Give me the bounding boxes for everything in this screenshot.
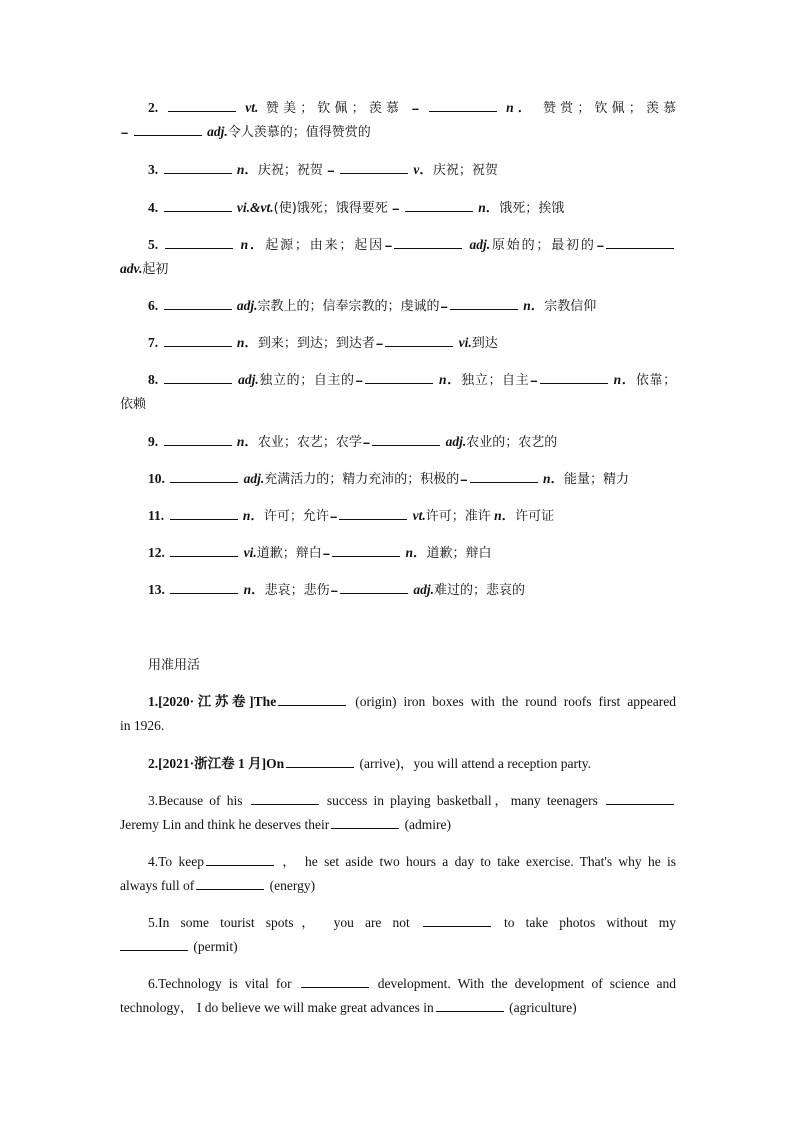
arrow-icon: -- — [330, 586, 337, 597]
exercise-text: (admire) — [404, 817, 452, 832]
exercise-4-cont — [120, 874, 676, 898]
answer-blank[interactable] — [196, 876, 264, 890]
vocab-item-2-cont — [120, 120, 676, 146]
part-of-speech: n — [478, 200, 486, 215]
item-number: 8. — [148, 372, 159, 387]
arrow-icon: -- — [355, 376, 362, 387]
exercise-text: (arrive)，you will attend a reception party. — [359, 756, 592, 771]
answer-blank[interactable] — [164, 296, 232, 310]
answer-blank[interactable] — [332, 543, 400, 557]
definition: 原始的；最初的 — [490, 238, 596, 253]
exercise-text: technology， I do believe we will make great advances in — [120, 1000, 434, 1015]
answer-blank[interactable] — [170, 580, 238, 594]
arrow-icon: -- — [362, 438, 370, 449]
item-number: 11. — [148, 508, 165, 523]
item-number: 10. — [148, 471, 165, 486]
part-of-speech: n — [236, 162, 245, 177]
definition: 充满活力的；精力充沛的；积极的 — [264, 472, 460, 487]
item-number: 6. — [148, 298, 159, 313]
definition: 到来；到达；到达者 — [257, 336, 375, 351]
arrow-icon: -- — [327, 166, 334, 177]
answer-blank[interactable] — [170, 506, 238, 520]
definition: 起源；由来；起因 — [265, 238, 384, 253]
answer-blank[interactable] — [170, 543, 238, 557]
answer-blank[interactable] — [540, 370, 608, 384]
definition: 饿死；挨饿 — [499, 201, 565, 216]
answer-blank[interactable] — [286, 754, 354, 768]
answer-blank[interactable] — [470, 469, 538, 483]
part-of-speech: vt. — [245, 100, 259, 115]
exercise-text: (permit) — [193, 939, 238, 954]
part-of-speech: adj. — [413, 582, 434, 597]
answer-blank[interactable] — [278, 692, 346, 706]
part-of-speech: adv. — [120, 261, 143, 276]
part-of-speech: n — [438, 372, 447, 387]
definition: 能量；精力 — [563, 472, 629, 487]
vocab-item-8: 8. adj.独立的；自主的-- n．独立；自主-- n．依靠； — [148, 372, 677, 388]
part-of-speech: n — [613, 372, 622, 387]
part-of-speech: vi. — [243, 545, 257, 560]
answer-blank[interactable] — [606, 791, 674, 805]
exercise-1 — [148, 690, 676, 714]
answer-blank[interactable] — [450, 296, 518, 310]
part-of-speech: n — [542, 471, 551, 486]
definition: 许可；允许 — [263, 509, 329, 524]
answer-blank[interactable] — [164, 160, 232, 174]
exercise-prefix: 1.[2020·江苏卷]The — [148, 694, 277, 709]
part-of-speech: n — [506, 100, 514, 115]
exercise-1-cont — [120, 714, 676, 738]
exercise-text: success in playing basketball，many teenagers — [326, 793, 598, 808]
answer-blank[interactable] — [372, 432, 440, 446]
answer-blank[interactable] — [436, 998, 504, 1012]
exercise-2 — [148, 752, 676, 776]
arrow-icon: -- — [329, 512, 337, 523]
definition: 宗教信仰 — [544, 299, 597, 314]
answer-blank[interactable] — [164, 198, 232, 212]
part-of-speech: n — [405, 545, 413, 560]
part-of-speech: adj. — [243, 471, 265, 486]
exercise-text: (energy) — [269, 878, 316, 893]
exercise-prefix: 5.In some tourist spots， you are not — [148, 915, 410, 930]
answer-blank[interactable] — [429, 98, 497, 112]
part-of-speech: n — [240, 237, 249, 252]
part-of-speech: n — [236, 335, 245, 350]
answer-blank[interactable] — [423, 913, 491, 927]
answer-blank[interactable] — [134, 122, 202, 136]
section-title: 用准用活 — [148, 658, 201, 673]
vocab-item-6: 6. adj.宗教上的；信奉宗教的；虔诚的-- n．宗教信仰 — [148, 298, 597, 314]
exercise-text: Jeremy Lin and think he deserves their — [120, 817, 330, 832]
exercise-3 — [148, 789, 676, 813]
exercise-3-cont — [120, 813, 676, 837]
item-number: 4. — [148, 200, 159, 215]
item-number: 13. — [148, 582, 165, 597]
answer-blank[interactable] — [365, 370, 433, 384]
vocab-item-2: 2. vt. 赞美；钦佩；羡慕 -- n． 赞赏；钦佩；羡慕 — [148, 100, 677, 116]
exercise-text: always full of — [120, 878, 195, 893]
vocab-item-13: 13. n．悲哀；悲伤-- adj.难过的；悲哀的 — [148, 582, 525, 598]
exercise-6 — [148, 972, 676, 996]
vocab-item-8-cont — [120, 392, 676, 417]
part-of-speech: n — [523, 298, 531, 313]
definition: 独立的；自主的 — [258, 373, 355, 388]
definition: 依靠； — [635, 373, 677, 388]
answer-blank[interactable] — [331, 815, 399, 829]
definition: 独立；自主 — [461, 373, 530, 388]
exercise-5-cont — [120, 935, 676, 959]
answer-blank[interactable] — [339, 506, 407, 520]
definition: 难过的；悲哀的 — [433, 583, 525, 598]
vocab-item-11: 11. n．许可；允许-- vt.许可；准许 n．许可证 — [148, 508, 555, 524]
arrow-icon: -- — [596, 241, 604, 252]
vocab-item-9: 9. n．农业；农艺；农学-- adj.农业的；农艺的 — [148, 434, 558, 450]
definition: 许可证 — [515, 509, 555, 524]
definition: 庆祝；祝贺 — [257, 163, 323, 178]
exercise-text: to take photos without my — [504, 915, 677, 930]
part-of-speech: adj. — [207, 124, 228, 139]
vocab-item-5: 5. n．起源；由来；起因-- adj.原始的；最初的-- — [148, 233, 676, 259]
definition: (使)饿死；饿得要死 — [273, 201, 388, 216]
exercise-4 — [148, 850, 676, 874]
item-number: 2. — [148, 100, 159, 115]
definition: 庆祝；祝贺 — [432, 163, 498, 178]
part-of-speech: adj. — [236, 298, 258, 313]
item-number: 3. — [148, 162, 159, 177]
vocab-item-7: 7. n．到来；到达；到达者-- vi.到达 — [148, 335, 498, 351]
definition: 农业；农艺；农学 — [257, 435, 362, 450]
part-of-speech: n — [236, 434, 245, 449]
answer-blank[interactable] — [385, 333, 453, 347]
definition: 赞赏；钦佩；羡慕 — [543, 101, 677, 116]
exercise-text: development. With the development of science and — [377, 976, 677, 991]
exercise-prefix: 2.[2021·浙江卷 1 月]On — [148, 756, 285, 771]
definition: 赞美；钦佩；羡慕 — [265, 101, 404, 116]
definition: 许可；准许 — [425, 509, 491, 524]
part-of-speech: vi. — [458, 335, 472, 350]
answer-blank[interactable] — [165, 235, 233, 249]
part-of-speech: v — [413, 162, 420, 177]
vocab-item-3: 3. n．庆祝；祝贺 -- v．庆祝；祝贺 — [148, 162, 498, 178]
part-of-speech: adj. — [445, 434, 467, 449]
arrow-icon: -- — [440, 302, 447, 313]
arrow-icon: -- — [384, 241, 392, 252]
arrow-icon: -- — [460, 475, 467, 486]
vocab-item-4: 4. vi.&vt.(使)饿死；饿得要死 -- n．饿死；挨饿 — [148, 200, 565, 216]
vocab-item-12: 12. vi.道歉；辩白-- n．道歉；辩白 — [148, 545, 492, 561]
definition: 悲哀；悲伤 — [264, 583, 330, 598]
exercise-prefix: 4.To keep — [148, 854, 204, 869]
answer-blank[interactable] — [394, 235, 462, 249]
part-of-speech: vi.&vt. — [236, 200, 274, 215]
answer-blank[interactable] — [164, 370, 232, 384]
exercise-text: ， he set aside two hours a day to take exercise. That's why he is — [282, 854, 677, 869]
answer-blank[interactable] — [340, 580, 408, 594]
answer-blank[interactable] — [168, 98, 236, 112]
definition: 令人羡慕的；值得赞赏的 — [227, 125, 371, 140]
definition: 依赖 — [120, 397, 147, 412]
arrow-icon: -- — [411, 104, 419, 115]
item-number: 9. — [148, 434, 159, 449]
arrow-icon: -- — [530, 376, 537, 387]
part-of-speech: vt. — [412, 508, 426, 523]
arrow-icon: -- — [121, 128, 128, 139]
exercise-text: (agriculture) — [509, 1000, 577, 1015]
arrow-icon: -- — [322, 549, 330, 560]
definition: 宗教上的；信奉宗教的；虔诚的 — [257, 299, 440, 314]
item-number: 7. — [148, 335, 159, 350]
item-number: 5. — [148, 237, 159, 252]
exercise-6-cont — [120, 996, 676, 1020]
definition: 起初 — [142, 262, 169, 277]
definition: 农业的；农艺的 — [466, 435, 558, 450]
answer-blank[interactable] — [251, 791, 319, 805]
exercise-prefix: 3.Because of his — [148, 793, 243, 808]
definition: 道歉；辩白 — [256, 546, 322, 561]
answer-blank[interactable] — [164, 333, 232, 347]
answer-blank[interactable] — [301, 974, 369, 988]
exercise-text: (origin) iron boxes with the round roofs first appeared — [355, 694, 676, 709]
vocab-item-5-cont — [120, 257, 676, 282]
part-of-speech: adj. — [469, 237, 491, 252]
part-of-speech: adj. — [238, 372, 259, 387]
definition: 道歉；辩白 — [426, 546, 492, 561]
answer-blank[interactable] — [170, 469, 238, 483]
answer-blank[interactable] — [405, 198, 473, 212]
answer-blank[interactable] — [340, 160, 408, 174]
arrow-icon: -- — [375, 339, 383, 350]
part-of-speech: n — [494, 508, 502, 523]
arrow-icon: -- — [392, 204, 399, 215]
answer-blank[interactable] — [206, 852, 274, 866]
answer-blank[interactable] — [606, 235, 674, 249]
part-of-speech: n — [243, 582, 252, 597]
exercise-5 — [148, 911, 676, 935]
answer-blank[interactable] — [164, 432, 232, 446]
part-of-speech: n — [242, 508, 251, 523]
exercise-prefix: 6.Technology is vital for — [148, 976, 292, 991]
definition: 到达 — [471, 336, 498, 351]
answer-blank[interactable] — [120, 937, 188, 951]
vocab-item-10: 10. adj.充满活力的；精力充沛的；积极的-- n．能量；精力 — [148, 471, 629, 487]
exercise-text: in 1926. — [120, 718, 165, 733]
item-number: 12. — [148, 545, 165, 560]
